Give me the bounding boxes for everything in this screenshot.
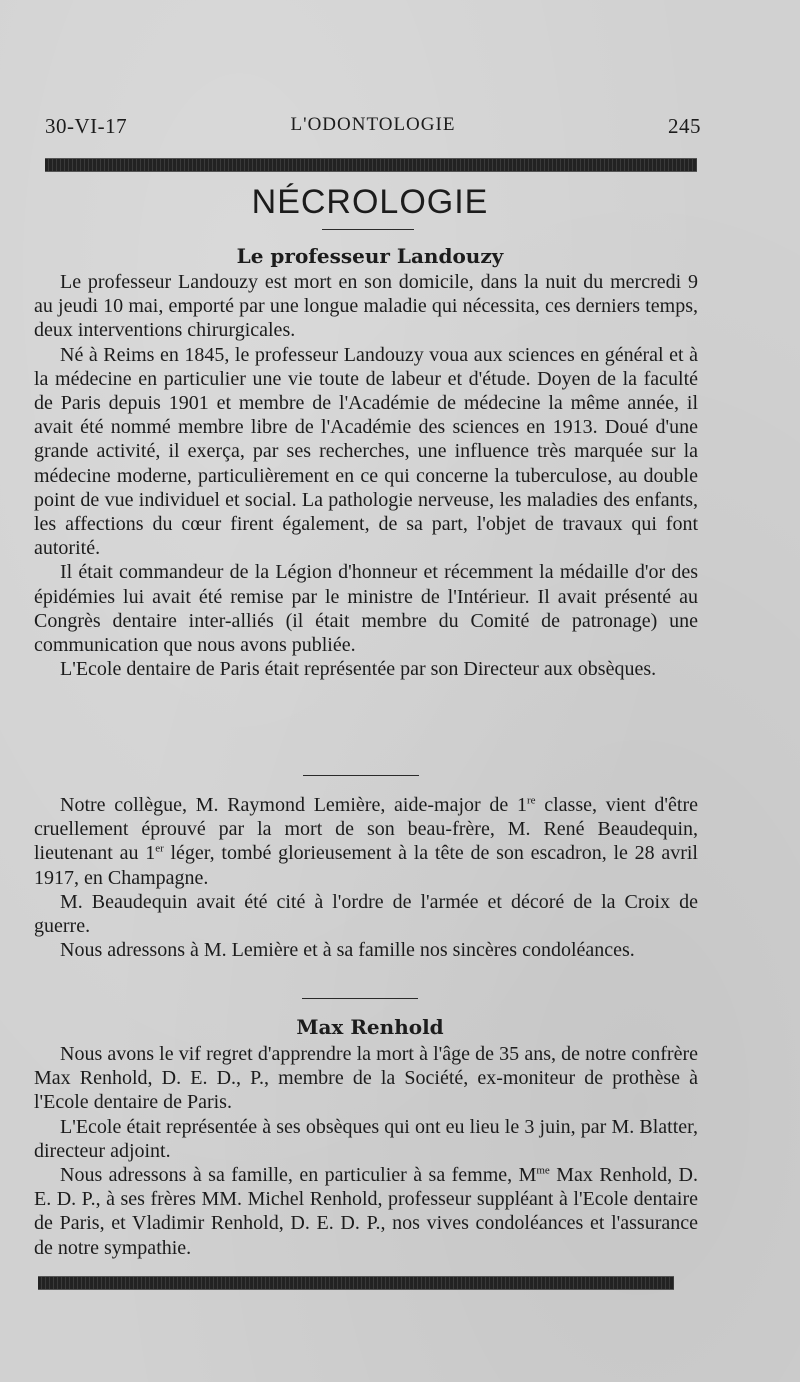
page-number: 245: [668, 114, 701, 138]
superscript: me: [536, 1164, 550, 1177]
article-renhold-body: [34, 1042, 698, 1260]
paragraph: Né à Reims en 1845, le professeur Landouzy voua aux sciences en général et à la médecine en particulier une vie toute de labeur et d'étude. Doyen de la faculté de Paris depuis 1901 et membre de l'Académie de médecine la même année, il avait été nommé membre libre de l'Académie des sciences en 1913. Doué d'une grande activité, il exerça, par ses recherches, une influence très marquée sur la médecine moderne, particulièrement en ce qui concerne la tuberculose, au double point de vue individuel et social. La pathologie nerveuse, les maladies des enfants, les affections du cœur firent également, de sa part, l'objet de travaux qui font autorité.: [34, 343, 698, 560]
paragraph: [34, 793, 698, 890]
paragraph: Il était commandeur de la Légion d'honneur et récemment la médaille d'or des épidémies lui avait été remise par le ministre de l'Intérieur. Il avait présenté au Congrès dentaire inter-alliés (il était membre du Comité de patronage) une communication que nous avons publiée.: [34, 561, 698, 657]
text-run: léger, tombé glorieusement à la tête de son escadron, le 28 avril 1917, en Champagne.: [34, 842, 698, 889]
article-lemiere-body: [34, 793, 698, 962]
superscript: re: [526, 794, 536, 807]
article-landouzy-title: Le professeur Landouzy: [236, 244, 504, 268]
separator-rule: [302, 998, 418, 999]
paragraph: [34, 1163, 698, 1260]
separator-rule: [303, 775, 419, 776]
top-ornamental-bar: [45, 158, 697, 172]
paragraph: L'Ecole était représentée à ses obsèques qui ont eu lieu le 3 juin, par M. Blatter, directeur adjoint.: [34, 1115, 698, 1162]
paragraph: Le professeur Landouzy est mort en son domicile, dans la nuit du mercredi 9 au jeudi 10 mai, emporté par une longue maladie qui nécessita, ces derniers temps, deux interventions chirurgicales.: [34, 271, 698, 342]
article-renhold-title: Max Renhold: [296, 1015, 444, 1039]
section-title: NÉCROLOGIE: [251, 183, 489, 221]
paragraph: Nous adressons à M. Lemière et à sa famille nos sincères condoléances.: [60, 939, 635, 962]
bottom-ornamental-bar: [38, 1276, 674, 1290]
text-run: Nous adressons à sa famille, en particulier à sa femme, M: [60, 1164, 537, 1187]
journal-title: L'ODONTOLOGIE: [290, 114, 456, 135]
text-run: Max Renhold, D. E. D. P., à ses frères MM. Michel Renhold, professeur suppléant à l'Ecole dentaire de Paris, et Vladimir Renhold, D. E. D. P., nos vives condoléances et l'assurance de notre sympathie.: [34, 1164, 698, 1259]
text-run: Notre collègue, M. Raymond Lemière, aide-major de 1: [60, 794, 527, 816]
title-rule: [322, 229, 414, 230]
issue-date: 30-VI-17: [45, 114, 128, 138]
paragraph: L'Ecole dentaire de Paris était représentée par son Directeur aux obsèques.: [60, 658, 657, 681]
superscript: er: [155, 842, 164, 855]
paragraph: Nous avons le vif regret d'apprendre la mort à l'âge de 35 ans, de notre confrère Max Renhold, D. E. D., P., membre de la Société, ex-moniteur de prothèse à l'Ecole dentaire de Paris.: [34, 1043, 698, 1114]
running-header: [45, 114, 701, 144]
paragraph: M. Beaudequin avait été cité à l'ordre de l'armée et décoré de la Croix de guerre.: [34, 890, 698, 938]
article-landouzy-body: [34, 270, 698, 681]
text-run: classe, vient d'être cruellement éprouvé par la mort de son beau-frère, M. René Beaudequin, lieutenant au 1: [34, 794, 698, 865]
